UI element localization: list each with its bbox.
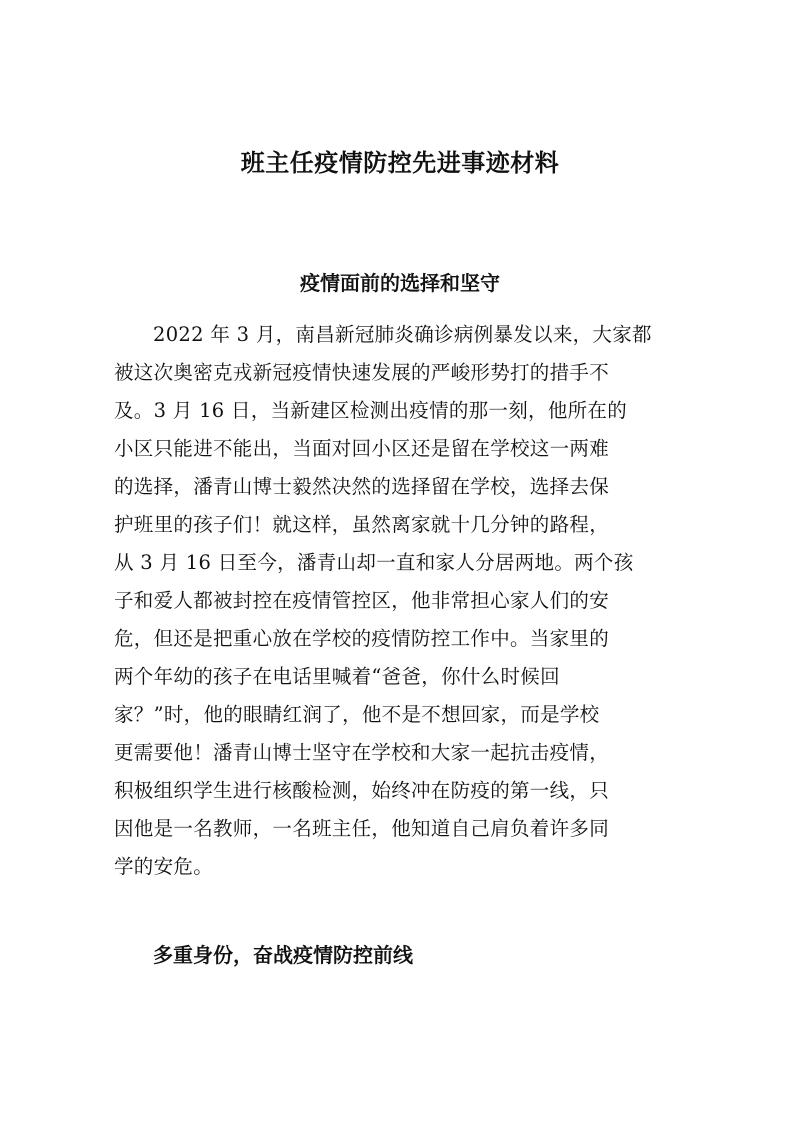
paragraph-line: 积极组织学生进行核酸检测，始终冲在防疫的第一线，只 [114, 779, 610, 802]
paragraph-line: 被这次奥密克戎新冠疫情快速发展的严峻形势打的措手不 [114, 361, 610, 384]
paragraph-line: 及。3 月 16 日，当新建区检测出疫情的那一刻，他所在的 [114, 399, 628, 422]
document-title: 班主任疫情防控先进事迹材料 [240, 149, 560, 177]
section-title: 疫情面前的选择和坚守 [300, 271, 500, 295]
paragraph-line: 的选择，潘青山博士毅然决然的选择留在学校，选择去保 [114, 475, 610, 498]
paragraph-line: 2022 年 3 月，南昌新冠肺炎确诊病例暴发以来，大家都 [153, 323, 652, 346]
paragraph-line: 子和爱人都被封控在疫情管控区，他非常担心家人们的安 [114, 589, 610, 612]
paragraph-line: 从 3 月 16 日至今，潘青山却一直和家人分居两地。两个孩 [114, 551, 634, 574]
paragraph-line: 护班里的孩子们！就这样，虽然离家就十几分钟的路程， [114, 513, 610, 536]
paragraph-line: 更需要他！潘青山博士坚守在学校和大家一起抗击疫情， [114, 741, 610, 764]
body-paragraph [114, 316, 714, 886]
subheading: 多重身份，奋战疫情防控前线 [153, 943, 413, 967]
paragraph-line: 家？”时，他的眼睛红润了，他不是不想回家，而是学校 [114, 703, 600, 726]
paragraph-line: 学的安危。 [114, 855, 214, 878]
paragraph-line: 小区只能进不能出，当面对回小区还是留在学校这一两难 [114, 437, 610, 460]
paragraph-line: 两个年幼的孩子在电话里喊着“爸爸，你什么时候回 [114, 665, 560, 688]
paragraph-line: 因他是一名教师，一名班主任，他知道自己肩负着许多同 [114, 817, 610, 840]
paragraph-line: 危，但还是把重心放在学校的疫情防控工作中。当家里的 [114, 627, 610, 650]
